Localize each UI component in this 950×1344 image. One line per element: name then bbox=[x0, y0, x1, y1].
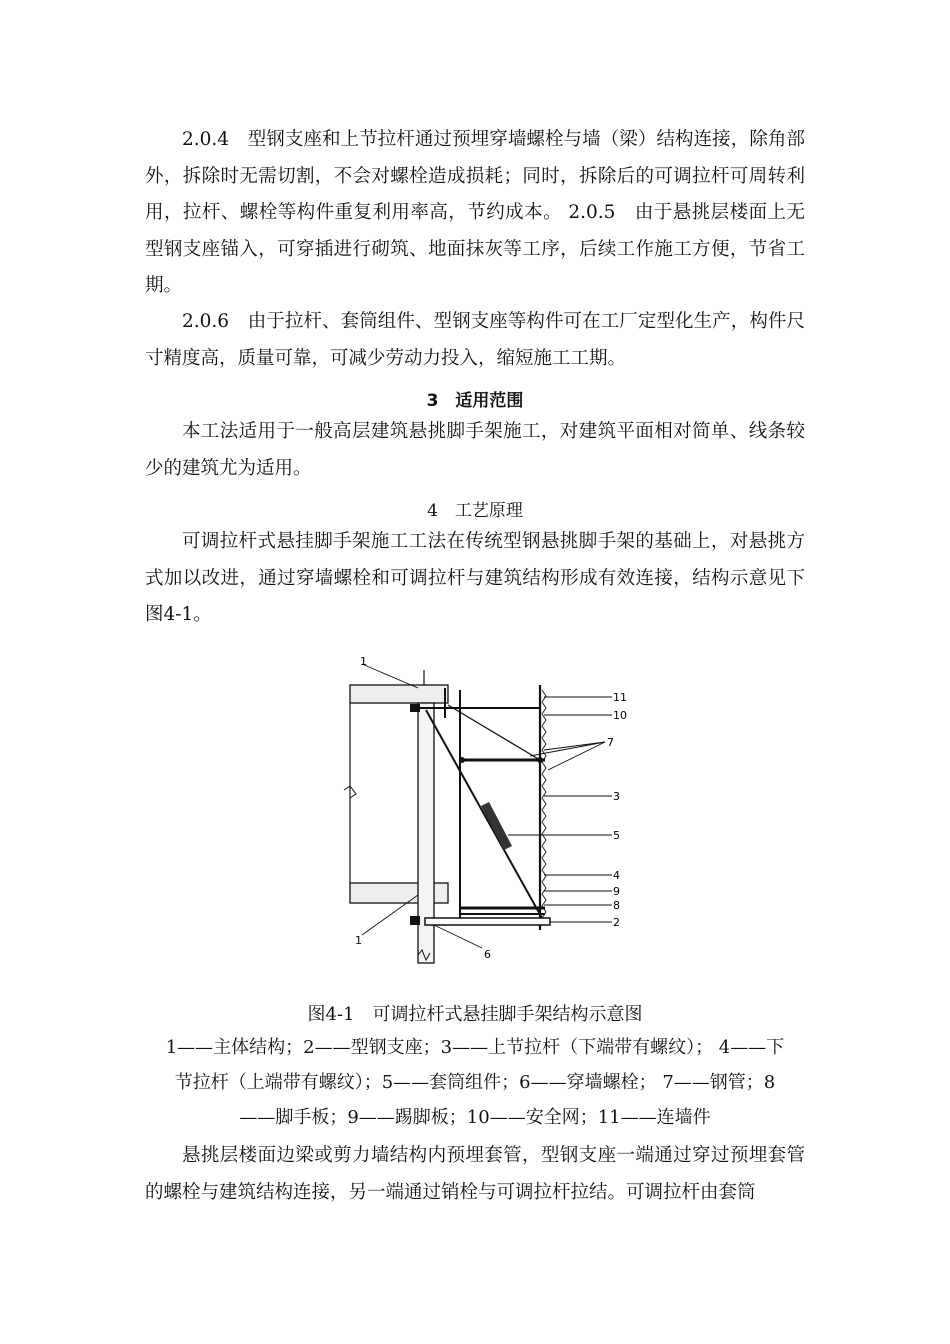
safety-net bbox=[542, 690, 546, 918]
label-10: 10 bbox=[613, 709, 627, 722]
steel-bracket bbox=[425, 918, 550, 925]
figure-legend-line-2: 节拉杆（上端带有螺纹）；5——套筒组件；6——穿墙螺栓； 7——钢管；8 bbox=[174, 1072, 776, 1093]
label-3: 3 bbox=[613, 790, 620, 803]
label-11: 11 bbox=[613, 691, 627, 704]
sleeve-assembly bbox=[481, 802, 512, 850]
label-7: 7 bbox=[607, 736, 614, 749]
label-6: 6 bbox=[484, 948, 491, 961]
figure-legend-line-1: 1——主体结构；2——型钢支座；3——上节拉杆（下端带有螺纹）； 4——下 bbox=[165, 1037, 785, 1058]
label-1-top: 1 bbox=[360, 655, 367, 668]
label-8: 8 bbox=[613, 899, 620, 912]
paragraph-final: 悬挑层楼面边梁或剪力墙结构内预埋套管，型钢支座一端通过穿过预埋套管的螺栓与建筑结构连接，另一端通过销栓与可调拉杆拉结。可调拉杆由套筒 bbox=[145, 1145, 805, 1203]
label-1-bottom: 1 bbox=[355, 934, 362, 947]
section-heading-scope: 3 适用范围 bbox=[426, 391, 524, 411]
label-2: 2 bbox=[613, 916, 620, 929]
paragraph-2-0-4: 2.0.4 型钢支座和上节拉杆通过预埋穿墙螺栓与墙（梁）结构连接，除角部外，拆除时无需切割，不会对螺栓造成损耗；同时，拆除后的可调拉杆可周转利用，拉杆、螺栓等构件重复利用率高，节约成本。 2.0.5 由于悬挑层楼面上无型钢支座锚入，可穿插进行砌筑、地面抹灰等工序，后续工作施工方便，节省工期。 bbox=[145, 129, 805, 296]
scaffold-structure-diagram bbox=[330, 650, 630, 970]
top-slab bbox=[350, 685, 448, 703]
label-5: 5 bbox=[613, 829, 620, 842]
paragraph-principle: 可调拉杆式悬挂脚手架施工工法在传统型钢悬挑脚手架的基础上，对悬挑方式加以改进，通过穿墙螺栓和可调拉杆与建筑结构形成有效连接，结构示意见下图4-1。 bbox=[145, 531, 805, 625]
section-heading-principle: 4 工艺原理 bbox=[427, 501, 523, 521]
figure-legend-line-3: ——脚手板；9——踢脚板；10——安全网；11——连墙件 bbox=[239, 1107, 711, 1128]
figure-caption: 图4-1 可调拉杆式悬挂脚手架结构示意图 bbox=[307, 1004, 643, 1025]
label-9: 9 bbox=[613, 885, 620, 898]
paragraph-2-0-6: 2.0.6 由于拉杆、套筒组件、型钢支座等构件可在工厂定型化生产，构件尺寸精度高，质量可靠，可减少劳动力投入，缩短施工工期。 bbox=[145, 311, 805, 369]
paragraph-scope: 本工法适用于一般高层建筑悬挑脚手架施工，对建筑平面相对简单、线条较少的建筑尤为适用。 bbox=[145, 421, 805, 479]
label-4: 4 bbox=[613, 869, 620, 882]
